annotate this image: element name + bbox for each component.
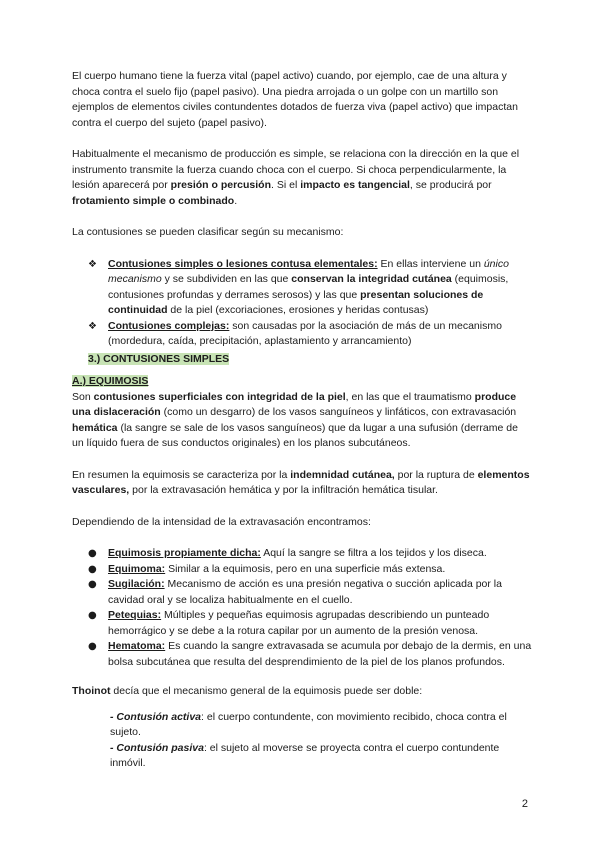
diamond-bullet-icon: ❖ <box>88 258 97 270</box>
bullet-dot-icon: ● <box>88 579 97 590</box>
paragraph-equimosis-summary: En resumen la equimosis se caracteriza por la indemnidad cutánea, por la ruptura de elementos vasculares, por la extravasación hemática y por la infiltración hemática tisular. <box>72 468 530 496</box>
list-item: ● Hematoma: Es cuando la sangre extravasada se acumula por debajo de la dermis, en una bolsa subcutánea que resulta del desprendimiento de la piel de los planos profundos. <box>88 640 532 668</box>
diamond-bullet-icon: ❖ <box>88 320 97 332</box>
paragraph-thoinot: Thoinot decía que el mecanismo general de la equimosis puede ser doble: <box>72 685 423 697</box>
paragraph-equimosis-definition: Son contusiones superficiales con integridad de la piel, en las que el traumatismo produce una dislaceración (como un desgarro) de los vasos sanguíneos y linfáticos, con extravasación hemática (la sangre se sale de los vasos sanguíneos) que da lugar a una sufusión (derrame de un líquido fuera de sus conductos originales) en los planos subcutáneos. <box>72 390 518 449</box>
list-item: - Contusión pasiva: el sujeto al moverse se proyecta contra el cuerpo contundente inmóvil. <box>110 741 500 769</box>
paragraph-intro: El cuerpo humano tiene la fuerza vital (papel activo) cuando, por ejemplo, cae de una altura y choca contra el suelo fijo (papel pasivo). Una piedra arrojada o un golpe con un martillo son ejemplos de elementos civiles contundentes dotados de fuerza viva (papel activo) que impactan contra el cuerpo del sujeto (papel pasivo). <box>72 70 518 129</box>
list-item: ❖ Contusiones complejas: son causadas por la asociación de más de un mecanismo (mordedura, caída, precipitación, aplastamiento y arrancamiento) <box>88 319 502 347</box>
classification-list <box>72 257 532 350</box>
bullet-dot-icon: ● <box>88 641 97 652</box>
list-item: - Contusión activa: el cuerpo contundente, con movimiento recibido, choca contra el sujeto. <box>110 710 507 738</box>
paragraph-mechanism: Habitualmente el mecanismo de producción es simple, se relaciona con la dirección en la que el instrumento transmite la fuerza cuando choca con el cuerpo. Si choca perpendicularmente, la lesión aparecerá por presión o percusión. Si el impacto es tangencial, se producirá por frotamiento simple o combinado. <box>72 148 520 207</box>
section-heading: 3.) CONTUSIONES SIMPLES <box>88 352 230 365</box>
equimosis-types-list <box>72 546 532 670</box>
mechanism-list <box>72 710 532 772</box>
list-item: ● Sugilación: Mecanismo de acción es una presión negativa o succión aplicada por la cavidad oral y se localiza habitualmente en el cuello. <box>88 578 502 606</box>
list-item: ● Equimosis propiamente dicha: Aquí la sangre se filtra a los tejidos y los diseca. <box>72 546 532 562</box>
bullet-dot-icon: ● <box>88 548 97 559</box>
list-item: ● Equimoma: Similar a la equimosis, pero en una superficie más extensa. <box>72 562 532 578</box>
paragraph-types-intro: Dependiendo de la intensidad de la extravasación encontramos: <box>72 515 371 528</box>
bullet-dot-icon: ● <box>88 563 97 575</box>
paragraph-classification-intro: La contusiones se pueden clasificar según su mecanismo: <box>72 226 344 238</box>
bullet-dot-icon: ● <box>88 610 97 621</box>
page-number: 2 <box>521 798 528 810</box>
list-item: ❖ Contusiones simples o lesiones contusa elementales: En ellas interviene un único mecanismo y se subdividen en las que conservan la integridad cutánea (equimosis, contusiones profundas y derrames serosos) y las que presentan soluciones de continuidad de la piel (excoriaciones, erosiones y heridas contusas) <box>88 257 509 316</box>
list-item: ● Petequias: Múltiples y pequeñas equimosis agrupadas describiendo un punteado hemorrágico y se debe a la rotura capilar por un aumento de la presión venosa. <box>88 609 490 637</box>
page-content <box>72 69 532 772</box>
subsection-heading: A.) EQUIMOSIS <box>72 375 149 387</box>
